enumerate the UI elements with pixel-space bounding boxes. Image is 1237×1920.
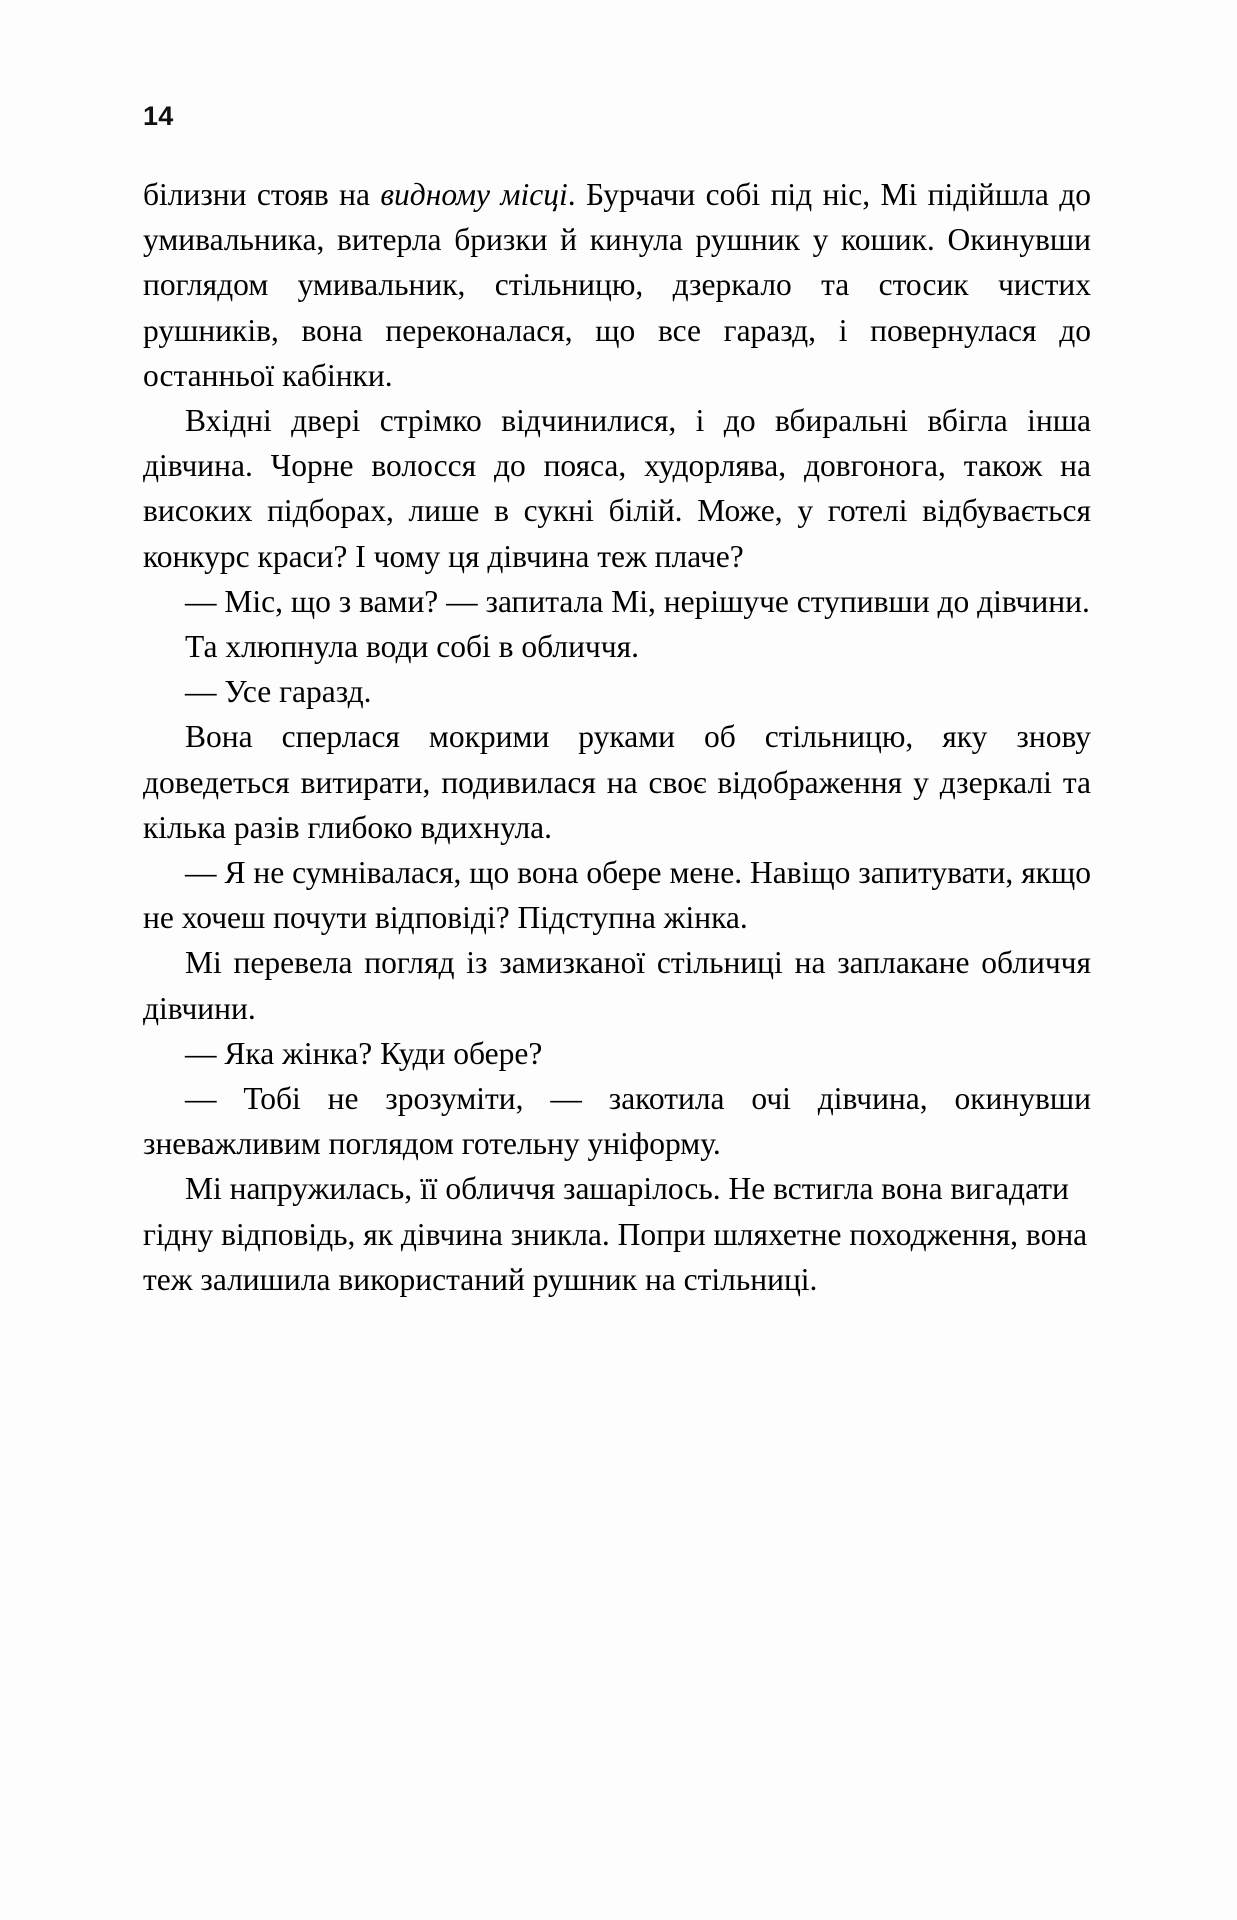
body-text-block (143, 172, 1091, 1302)
page-number: 14 (143, 101, 174, 131)
paragraph (143, 172, 1091, 398)
paragraph: Мі напружилась, її обличчя зашарілось. Не встигла вона вигадати гідну відповідь, як дівчина зникла. Попри шляхетне походження, вона теж залишила використаний рушник на стільниці. (143, 1171, 1088, 1297)
paragraph: Та хлюпнула води собі в обличчя. (185, 629, 639, 665)
paragraph-dialogue: — Міс, що з вами? — запитала Мі, нерішуче ступивши до дівчини. (185, 583, 1090, 619)
paragraph-text-tail: . Бурчачи собі під ніс, Мі підійшла до умивальника, витерла бризки й кинула рушник у кошик. Окинувши поглядом умивальник, стільницю, дзеркало та стосик чистих рушників, вона переконалася, що все гаразд, і повернулася до останньої кабінки. (143, 177, 1091, 393)
paragraph-dialogue: — Тобі не зрозуміти, — закотила очі дівчина, окинувши зневажливим поглядом готельну уніформу. (143, 1081, 1091, 1162)
paragraph-dialogue: — Усе гаразд. (185, 674, 372, 710)
paragraph-dialogue: — Яка жінка? Куди обере? (185, 1035, 543, 1071)
paragraph: Мі перевела погляд із замизканої стільниці на заплакане обличчя дівчини. (143, 945, 1091, 1026)
paragraph: Вона сперлася мокрими руками об стільницю, яку знову доведеться витирати, подивилася на своє відображення у дзеркалі та кілька разів глибоко вдихнула. (143, 719, 1091, 845)
emphasis-phrase: видному місці (380, 177, 568, 212)
paragraph: Вхідні двері стрімко відчинилися, і до вбиральні вбігла інша дівчина. Чорне волосся до пояса, худорлява, довгонога, також на високих підборах, лише в сукні білій. Може, у готелі відбувається конкурс краси? І чому ця дівчина теж плаче? (143, 403, 1091, 574)
paragraph-text-lead: білизни стояв на (143, 177, 381, 212)
paragraph-dialogue: — Я не сумнівалася, що вона обере мене. Навіщо запитувати, якщо не хочеш почути відповіді? Підступна жінка. (143, 855, 1091, 936)
